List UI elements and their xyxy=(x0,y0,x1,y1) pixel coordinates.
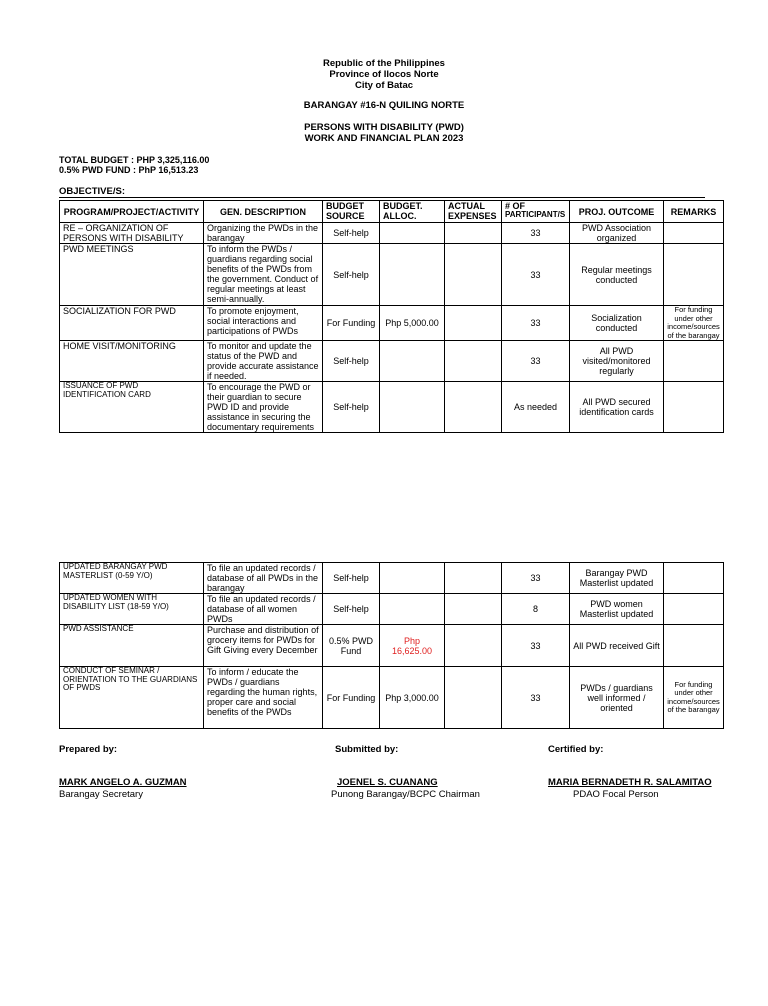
cell-remarks xyxy=(664,625,724,667)
submitted-by-name: JOENEL S. CUANANG xyxy=(337,777,438,788)
pwd-fund: 0.5% PWD FUND : PhP 16,513.23 xyxy=(59,165,199,175)
cell-source: For Funding xyxy=(323,306,380,341)
cell-remarks xyxy=(664,244,724,306)
cell-remarks xyxy=(664,382,724,433)
cell-alloc xyxy=(380,341,445,382)
cell-alloc xyxy=(380,594,445,625)
cell-outcome: All PWD visited/monitored regularly xyxy=(570,341,664,382)
header-title-1: PERSONS WITH DISABILITY (PWD) xyxy=(304,122,464,133)
cell-description: Purchase and distribution of grocery items for PWDs for Gift Giving every December xyxy=(204,625,323,667)
cell-remarks xyxy=(664,563,724,594)
cell-source: Self-help xyxy=(323,244,380,306)
cell-source: For Funding xyxy=(323,667,380,729)
cell-source: Self-help xyxy=(323,341,380,382)
table-header-row xyxy=(60,201,724,223)
cell-participants: 33 xyxy=(502,625,570,667)
cell-alloc: Php 16,625.00 xyxy=(380,625,445,667)
col-budget-alloc: BUDGET. ALLOC. xyxy=(380,201,445,223)
table-row xyxy=(60,382,724,433)
cell-actual xyxy=(445,594,502,625)
prepared-by-title: Barangay Secretary xyxy=(59,789,143,800)
cell-outcome: PWDs / guardians well informed / oriented xyxy=(570,667,664,729)
cell-program: CONDUCT OF SEMINAR / ORIENTATION TO THE GUARDIANS OF PWDS xyxy=(60,667,204,729)
cell-outcome: Regular meetings conducted xyxy=(570,244,664,306)
cell-actual xyxy=(445,341,502,382)
header-barangay: BARANGAY #16-N QUILING NORTE xyxy=(303,100,465,111)
cell-source: Self-help xyxy=(323,223,380,244)
cell-description: To inform the PWDs / guardians regarding social benefits of the PWDs from the government. Conduct of regular meetings at least semi-annually. xyxy=(204,244,323,306)
cell-source: Self-help xyxy=(323,563,380,594)
cell-actual xyxy=(445,667,502,729)
table-row xyxy=(60,306,724,341)
prepared-by-name: MARK ANGELO A. GUZMAN xyxy=(59,777,187,788)
cell-alloc: Php 3,000.00 xyxy=(380,667,445,729)
cell-description: To file an updated records / database of all women PWDs xyxy=(204,594,323,625)
col-program: PROGRAM/PROJECT/ACTIVITY xyxy=(60,201,204,223)
cell-participants: 33 xyxy=(502,306,570,341)
cell-actual xyxy=(445,306,502,341)
cell-program: PWD MEETINGS xyxy=(60,244,204,306)
cell-outcome: Socialization conducted xyxy=(570,306,664,341)
cell-remarks: For funding under other income/sources of the barangay xyxy=(664,306,724,341)
cell-alloc xyxy=(380,382,445,433)
prepared-by-label: Prepared by: xyxy=(59,744,118,755)
cell-alloc xyxy=(380,223,445,244)
col-description: GEN. DESCRIPTION xyxy=(204,201,323,223)
cell-participants: As needed xyxy=(502,382,570,433)
cell-description: To monitor and update the status of the PWD and provide accurate assistance if needed. xyxy=(204,341,323,382)
cell-description: To encourage the PWD or their guardian to secure PWD ID and provide assistance in securing the documentary requirements xyxy=(204,382,323,433)
cell-outcome: PWD Association organized xyxy=(570,223,664,244)
cell-source: 0.5% PWD Fund xyxy=(323,625,380,667)
cell-description: Organizing the PWDs in the barangay xyxy=(204,223,323,244)
header-title-2: WORK AND FINANCIAL PLAN 2023 xyxy=(304,133,464,144)
certified-by-title: PDAO Focal Person xyxy=(573,789,659,800)
cell-description: To file an updated records / database of all PWDs in the barangay xyxy=(204,563,323,594)
table-row xyxy=(60,223,724,244)
certified-by-label: Certified by: xyxy=(548,744,604,755)
col-outcome: PROJ. OUTCOME xyxy=(570,201,664,223)
cell-program: UPDATED WOMEN WITH DISABILITY LIST (18-59 Y/O) xyxy=(60,594,204,625)
cell-participants: 33 xyxy=(502,563,570,594)
cell-remarks xyxy=(664,341,724,382)
cell-program: PWD ASSISTANCE xyxy=(60,625,204,667)
cell-program: SOCIALIZATION FOR PWD xyxy=(60,306,204,341)
cell-remarks xyxy=(664,594,724,625)
cell-alloc: Php 5,000.00 xyxy=(380,306,445,341)
header-city: City of Batac xyxy=(354,80,414,91)
cell-participants: 33 xyxy=(502,341,570,382)
objectives-rule xyxy=(59,197,705,198)
submitted-by-label: Submitted by: xyxy=(335,744,399,755)
cell-actual xyxy=(445,625,502,667)
cell-actual xyxy=(445,244,502,306)
table-row xyxy=(60,563,724,594)
cell-remarks: For funding under other income/sources of the barangay xyxy=(664,667,724,729)
cell-outcome: PWD women Masterlist updated xyxy=(570,594,664,625)
col-actual-expenses: ACTUAL EXPENSES xyxy=(445,201,502,223)
cell-program: ISSUANCE OF PWD IDENTIFICATION CARD xyxy=(60,382,204,433)
cell-participants: 33 xyxy=(502,223,570,244)
cell-program: UPDATED BARANGAY PWD MASTERLIST (0-59 Y/O) xyxy=(60,563,204,594)
cell-actual xyxy=(445,563,502,594)
cell-source: Self-help xyxy=(323,382,380,433)
col-participants xyxy=(502,201,570,223)
table-row xyxy=(60,244,724,306)
cell-program: HOME VISIT/MONITORING xyxy=(60,341,204,382)
work-plan-table-continued xyxy=(59,562,724,729)
cell-outcome: All PWD secured identification cards xyxy=(570,382,664,433)
cell-actual xyxy=(445,382,502,433)
col-budget-source: BUDGET SOURCE xyxy=(323,201,380,223)
col-participants-line2: PARTICIPANT/S xyxy=(505,210,566,219)
total-budget: TOTAL BUDGET : PHP 3,325,116.00 xyxy=(59,155,210,165)
col-participants-line1: # OF xyxy=(505,201,526,211)
cell-description: To promote enjoyment, social interactions and participations of PWDs xyxy=(204,306,323,341)
cell-source: Self-help xyxy=(323,594,380,625)
cell-outcome: All PWD received Gift xyxy=(570,625,664,667)
cell-alloc xyxy=(380,563,445,594)
cell-alloc xyxy=(380,244,445,306)
work-plan-table xyxy=(59,200,724,433)
cell-outcome: Barangay PWD Masterlist updated xyxy=(570,563,664,594)
cell-participants: 8 xyxy=(502,594,570,625)
cell-participants: 33 xyxy=(502,244,570,306)
table-row xyxy=(60,594,724,625)
table-row xyxy=(60,341,724,382)
header-republic: Republic of the Philippines xyxy=(323,58,445,69)
cell-participants: 33 xyxy=(502,667,570,729)
cell-description: To inform / educate the PWDs / guardians regarding the human rights, proper care and social benefits of the PWDs xyxy=(204,667,323,729)
cell-program: RE – ORGANIZATION OF PERSONS WITH DISABILITY xyxy=(60,223,204,244)
cell-actual xyxy=(445,223,502,244)
col-remarks: REMARKS xyxy=(664,201,724,223)
table-row xyxy=(60,667,724,729)
submitted-by-title: Punong Barangay/BCPC Chairman xyxy=(331,789,480,800)
cell-remarks xyxy=(664,223,724,244)
certified-by-name: MARIA BERNADETH R. SALAMITAO xyxy=(548,777,712,788)
table-row xyxy=(60,625,724,667)
objectives-label: OBJECTIVE/S: xyxy=(59,186,125,197)
header-province: Province of Ilocos Norte xyxy=(329,69,439,80)
